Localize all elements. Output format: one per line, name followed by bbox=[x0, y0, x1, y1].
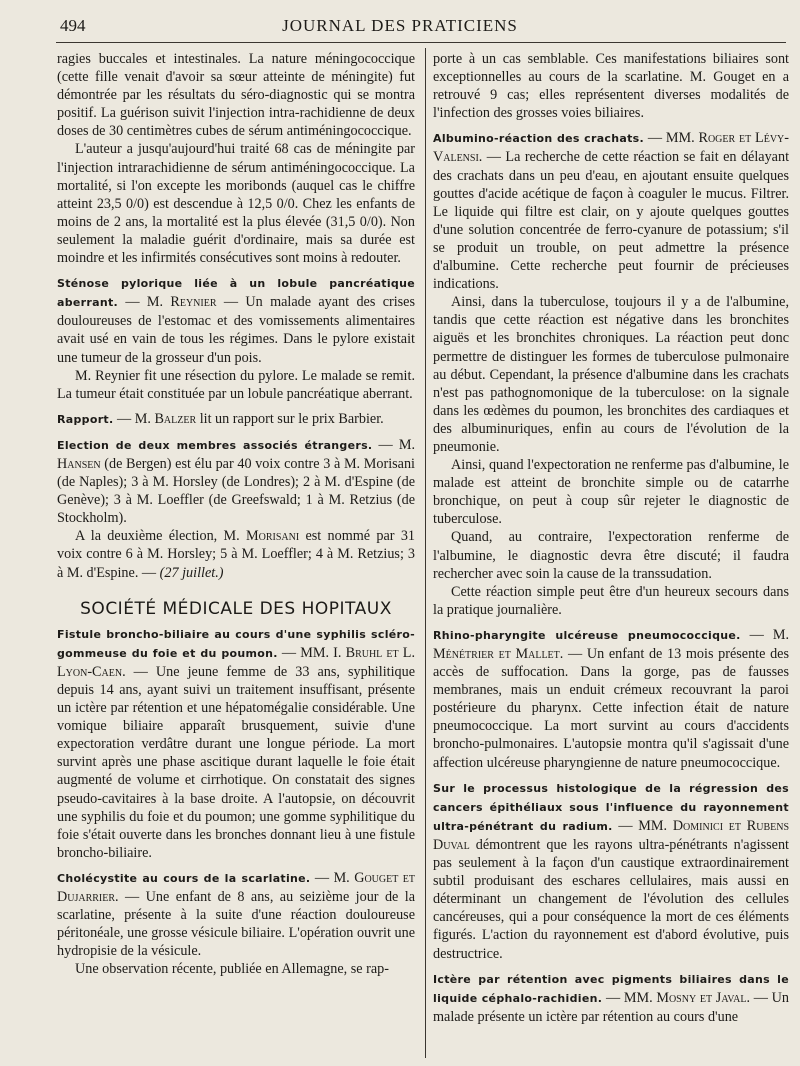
paragraph: Ainsi, quand l'expectoration ne renferme pas d'albumine, le malade est atteint de bronchite simple ou de catarrhe bronchique, on peut à coup sûr rejeter le diagnostic de tuberculose. bbox=[433, 457, 789, 528]
article-body: Albumino-réaction des crachats. — MM. Roger et Lévy-Valensi. — La recherche de cette réaction se fait en délayant des crachats dans un peu d'eau, en ajoutant ensuite quelques gouttes d'acide acétique de façon à coaguler le mucus. Filtrer. Le liquide qui filtre est clair, on y ajoute quelques gouttes d'une solution concentrée de ferro-cyanure de potassium; s'il se produit un trouble, on peut admettre la présence d'albumine. Cette recherche peut fournir de précieuses indications. bbox=[433, 130, 790, 293]
article-author: MM. Mosny et Javal. bbox=[623, 989, 751, 1006]
article-author: MM. Roger et Lévy-Valensi. bbox=[433, 130, 790, 166]
article-processus bbox=[433, 779, 789, 963]
article-albumino bbox=[433, 129, 789, 619]
article-body: Fistule broncho-biliaire au cours d'une syphilis scléro-gommeuse du foie et du poumon. — MM. I. Bruhl et L. Lyon-Caen. — Une jeune femme de 33 ans, syphilitique depuis 14 ans, ayant suivi un traitement insuffisant, présente un ictère par rétention et une hépatomégalie considérable. Une vomique biliaire apparaît brusquement, suivie d'une expectoration verdâtre durant une longue période. La mort survint après une phase ascitique durant laquelle le foie était augmenté de volume et cirrhotique. On constatait des signes pseudo-cavitaires à la base droite. A l'autopsie, on découvrit une syphilis du foie et du poumon; une gomme syphilitique du foie s'était ouverte dans les bronches donnant lieu à une fistule broncho-biliaire. bbox=[57, 627, 416, 861]
paragraph: M. Reynier fit une résection du pylore. Le malade se remit. La tumeur était constituée par un lobule pancréatique aberrant. bbox=[57, 367, 415, 402]
article-heading: Election de deux membres associés étrangers. bbox=[57, 438, 373, 452]
article-rapport bbox=[57, 410, 415, 429]
article-body: Election de deux membres associés étrangers. — M. Hansen (de Bergen) est élu par 40 voix contre 3 à M. Morisani (de Naples); 3 à M. Horsley (de Londres); 2 à M. d'Espine (de Genève); 3 à M. Loeffler (de Greefswald; 1 à M. Retzius (de Stockholm). bbox=[57, 436, 416, 527]
article-author: MM. Dominici et Rubens Duval bbox=[433, 817, 790, 853]
article-author: MM. I. Bruhl et L. Lyon-Caen. bbox=[57, 644, 416, 680]
article-author: M. Ménétrier et Mallet. bbox=[433, 626, 789, 662]
article-author: M. Balzer bbox=[134, 410, 197, 427]
article-heading: Rhino-pharyngite ulcéreuse pneumococcique. bbox=[433, 628, 741, 642]
paragraph: L'auteur a jusqu'aujourd'hui traité 68 cas de méningite par l'injection intrarachidienne de sérum antiméningococcique. La mortalité, si l'on excepte les moribonds (auquel cas le chiffre atteint 23,5 0/0) est descendue à 12,5 0/0. Chez les enfants de moins de 2 ans, la mortalité est la plus élevée (31,5 0/0). Non seulement la maladie guérit d'ordinaire, mais sa durée est moindre et les infirmités consécutives sont moins à redouter. bbox=[57, 141, 415, 267]
article-heading: Fistule broncho-biliaire au cours d'une syphilis scléro-gommeuse du foie et du poumon. bbox=[57, 627, 415, 660]
article-cholecystite bbox=[57, 869, 415, 979]
article-election bbox=[57, 436, 415, 582]
paragraph bbox=[57, 527, 415, 581]
article-text: La recherche de cette réaction se fait en délayant des crachats dans un peu d'eau, en ajoutant ensuite quelques gouttes d'acide acétique de façon à coaguler le mucus. Filtrer. Le liquide qui filtre est clair, on y ajoute quelques gouttes d'une solution concentrée de ferro-cyanure de potassium; s'il se produit un trouble, on peut admettre la présence d'albumine. Cette recherche peut fournir de précieuses indications. bbox=[433, 149, 790, 293]
article-text: Une jeune femme de 33 ans, syphilitique depuis 14 ans, ayant suivi un traitement insuffisant, présente un ictère par rétention et une hépatomégalie considérable. Une vomique biliaire apparaît brusquement, suivie d'une expectoration verdâtre durant une longue période. La mort survint après une phase ascitique durant laquelle le foie était augmenté de volume et cirrhotique. On constatait des signes pseudo-cavitaires à la base droite. A l'autopsie, on découvrit une syphilis du foie et du poumon; une gomme syphilitique du foie s'était ouverte dans les bronches donnant lieu à une fistule broncho-biliaire. bbox=[57, 663, 415, 861]
article-heading: Rapport. bbox=[57, 412, 114, 426]
journal-title: JOURNAL DES PRATICIENS bbox=[282, 16, 518, 35]
header-rule bbox=[56, 42, 786, 43]
article-body: Sténose pylorique liée à un lobule pancréatique aberrant. — M. Reynier — Un malade ayant des crises douloureuses de l'estomac et des vomissements alimentaires avait usé en vain de tous les régimes. Dans le pylore existait une tumeur de la grosseur d'un pois. bbox=[57, 277, 415, 366]
article-heading: Ictère par rétention avec pigments biliaires dans le liquide céphalo-rachidien. bbox=[433, 972, 789, 1005]
paragraph: Ainsi, dans la tuberculose, toujours il y a de l'albumine, tandis que cette réaction est négative dans les bronchites aiguës et les bronchites chroniques. La réaction peut donc permettre de distinguer les formes de tuberculose pulmonaire au début. Cependant, la présence d'albumine dans les crachats n'est pas pathognomonique de la tuberculose: on la signale dans les œdèmes du poumon, les bronchites des cardiaques et des albuminuriques, enfin au cours de l'évolution de la pneumonie. bbox=[433, 294, 789, 455]
session-date: (27 juillet.) bbox=[159, 564, 224, 581]
article-rhino bbox=[433, 626, 789, 772]
article-text: Une enfant de 8 ans, au seizième jour de la scarlatine, présente à la suite d'une réaction douloureuse péritonéale, une grosse vésicule biliaire. L'opération ouvrit une hydropisie de la vésicule. bbox=[57, 889, 416, 960]
paragraph: Une observation récente, publiée en Allemagne, se rap- bbox=[75, 961, 389, 978]
paragraph: ragies buccales et intestinales. La nature méningococcique (cette fille venait d'avoir sa sœur atteinte de méningite) fut démontrée par les résultats du séro-diagnostic qui se montra positif. La guérison suivit l'injection intra-rachidienne de deux doses de 30 centimètres cubes de sérum antiméningococcique. bbox=[57, 51, 415, 140]
article-body: Rhino-pharyngite ulcéreuse pneumococcique. — M. Ménétrier et Mallet. — Un enfant de 13 mois présente des accès de suffocation. Dans la gorge, pas de fausses membranes, mais un enduit crémeux recouvrant la paroi postérieure du pharynx. Cette infection était de nature pneumococcique. La mort survint au cours d'accidents broncho-pulmonaires. L'autopsie montra qu'il s'agissait d'une affection ulcéreuse pharyngienne de nature pneumococcique. bbox=[433, 626, 789, 771]
article-body: Rapport. — M. Balzer lit un rapport sur le prix Barbier. bbox=[57, 410, 384, 427]
right-column bbox=[433, 50, 789, 1026]
article-text: lit un rapport sur le prix Barbier. bbox=[199, 410, 384, 427]
article-text: démontrent que les rayons ultra-pénétrants n'agissent pas seulement à la façon d'un caustique extraordinairement subtil produisant des eschares cellulaires, mais aussi en déterminant un changement de l'évolution des cellules cancéreuses, qui a pour conséquence la mort de ces éléments figurés. L'action du rayonnement est d'abord évolutive, puis destructrice. bbox=[433, 836, 789, 962]
article-author: M. Gouget et Dujarrier. bbox=[57, 869, 416, 906]
text-fragment: est nommé par 31 voix contre 6 à M. Horsley; 5 à M. Loeffler; 4 à M. Retzius; 3 à M. d'Espine. — bbox=[57, 528, 416, 581]
paragraph: Quand, au contraire, l'expectoration renferme de l'albumine, le diagnostic devra être discuté; il faudra rechercher avec soin la cause de la transsudation. bbox=[433, 529, 789, 582]
article-heading: Albumino-réaction des crachats. bbox=[433, 132, 644, 146]
article-stenose bbox=[57, 274, 415, 403]
page-header bbox=[0, 14, 800, 40]
page-number: 494 bbox=[60, 16, 86, 35]
column-divider bbox=[425, 48, 426, 1058]
article-author: M. Reynier bbox=[146, 294, 217, 311]
article-text: Un malade présente un ictère par rétention au cours d'une bbox=[433, 989, 790, 1025]
article-author: M. Hansen bbox=[57, 436, 416, 472]
article-ictere bbox=[433, 970, 789, 1026]
article-heading: Sténose pylorique liée à un lobule pancréatique aberrant. bbox=[57, 277, 415, 310]
article-body: Ictère par rétention avec pigments biliaires dans le liquide céphalo-rachidien. — MM. Mosny et Javal. — Un malade présente un ictère par rétention au cours d'une bbox=[433, 972, 790, 1025]
article-fistule bbox=[57, 625, 415, 862]
article-heading: Sur le processus histologique de la régression des cancers épithéliaux sous l'influence du rayonnement ultra-pénétrant du radium. bbox=[433, 781, 789, 833]
article-author: Morisani bbox=[246, 528, 300, 545]
left-column bbox=[57, 50, 415, 979]
article-text: Un enfant de 13 mois présente des accès de suffocation. Dans la gorge, pas de fausses membranes, mais un enduit crémeux recouvrant la paroi postérieure du pharynx. Cette infection était de nature pneumococcique. La mort survint au cours d'accidents broncho-pulmonaires. L'autopsie montra qu'il s'agissait d'une affection ulcéreuse pharyngienne de nature pneumococcique. bbox=[433, 646, 789, 771]
article-text: (de Bergen) est élu par 40 voix contre 3 à M. Morisani (de Naples); 3 à M. Horsley (de Londres); 2 à M. d'Espine (de Genève); 3 à M. Loeffler (de Greefswald; 1 à M. Retzius (de Stockholm). bbox=[57, 455, 415, 527]
text-fragment: A la deuxième élection, M. bbox=[75, 528, 240, 545]
article-text: Un malade ayant des crises douloureuses de l'estomac et des vomissements alimentaires avait usé en vain de tous les régimes. Dans le pylore existait une tumeur de la grosseur d'un pois. bbox=[57, 294, 415, 366]
paragraph: Cette réaction simple peut être d'un heureux secours dans la pratique journalière. bbox=[433, 583, 789, 618]
article-body: Cholécystite au cours de la scarlatine. — M. Gouget et Dujarrier. — Une enfant de 8 ans, au seizième jour de la scarlatine, présente à la suite d'une réaction douloureuse péritonéale, une grosse vésicule biliaire. L'opération ouvrit une hydropisie de la vésicule. bbox=[57, 869, 416, 960]
paragraph: porte à un cas semblable. Ces manifestations biliaires sont exceptionnelles au cours de la scarlatine. M. Gouget en a retrouvé 9 cas; elles représentent diverses modalités de l'infection des grosses voies biliaires. bbox=[433, 51, 789, 122]
article-body: Sur le processus histologique de la régression des cancers épithéliaux sous l'influence du rayonnement ultra-pénétrant du radium. — MM. Dominici et Rubens Duval démontrent que les rayons ultra-pénétrants n'agissent pas seulement à la façon d'un caustique extraordinairement subtil produisant des eschares cellulaires, mais aussi en déterminant un changement de l'évolution des cellules cancéreuses, qui a pour conséquence la mort de ces éléments figurés. L'action du rayonnement est d'abord évolutive, puis destructrice. bbox=[433, 781, 790, 962]
society-title: SOCIÉTÉ MÉDICALE DES HOPITAUX bbox=[80, 598, 392, 619]
article-heading: Cholécystite au cours de la scarlatine. bbox=[57, 871, 311, 885]
